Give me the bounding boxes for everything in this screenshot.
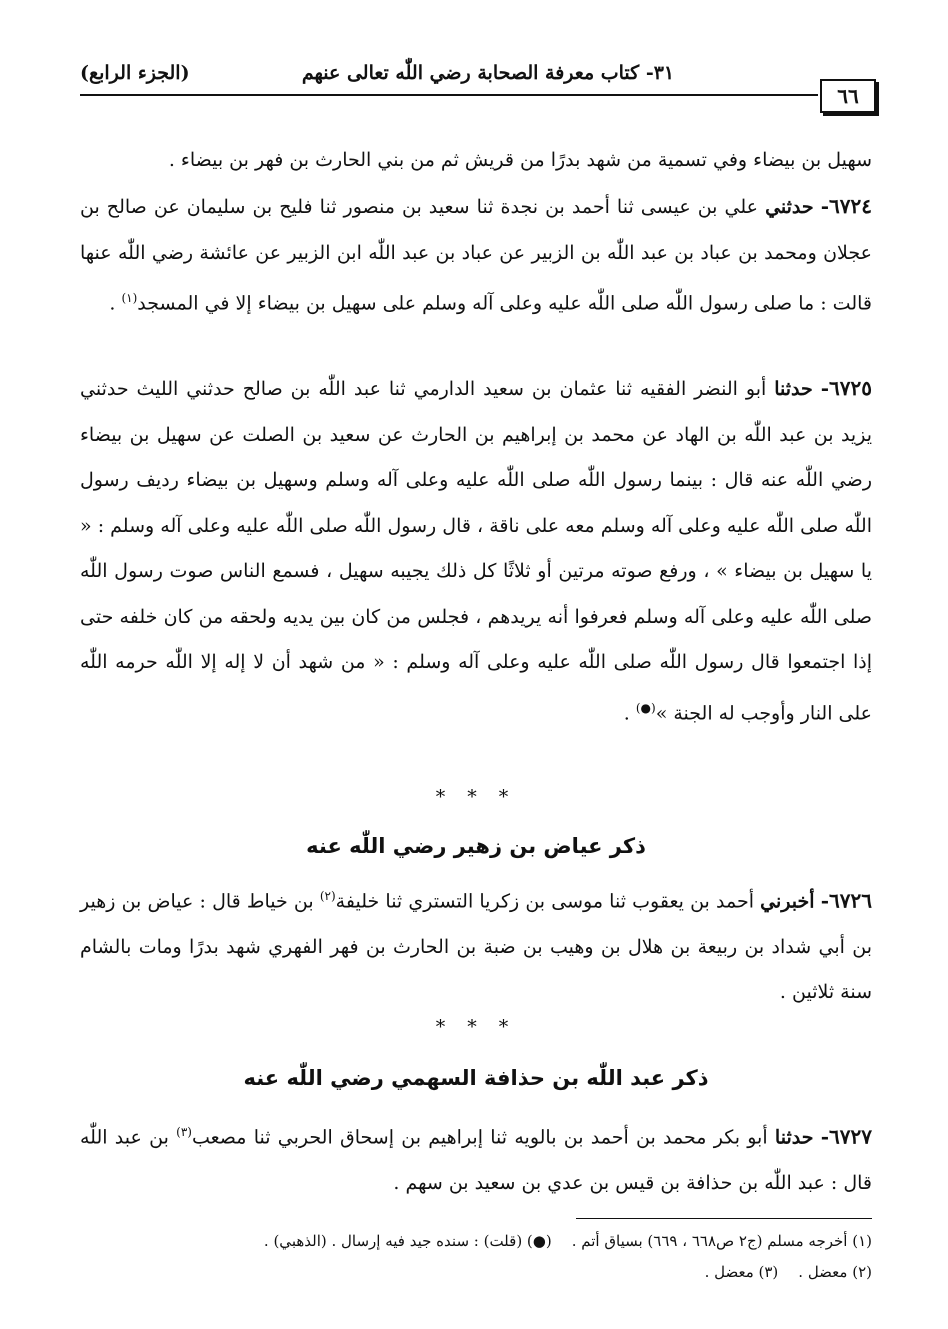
footnote-ref: (٢) (319, 889, 336, 903)
footnote-3: (٣) معضل . (704, 1263, 779, 1281)
hadith-text-cont: بن عبد اللّٰه قال : عبد اللّٰه بن حذافة بن قيس بن عدي بن سعيد بن سهم . (80, 1126, 872, 1194)
page-number: ٦٦ (820, 79, 876, 113)
hadith-6726 (80, 874, 872, 1016)
section-heading: ذكر عياض بن زهير رضي اللّٰه عنه (306, 834, 646, 858)
footnote-ref: (●) (635, 700, 656, 715)
footnote-rule (576, 1218, 872, 1219)
footnote-ref: (٣) (176, 1125, 192, 1139)
footnotes (80, 1226, 872, 1288)
section-divider: * * * (435, 1016, 517, 1038)
hadith-lead: حدثني (765, 196, 814, 218)
hadith-number: ٦٧٢٥- (820, 376, 872, 400)
section-heading: ذكر عبد اللّٰه بن حذافة السهمي رضي اللّٰه عنه (243, 1066, 709, 1090)
hadith-lead: حدثنا (774, 378, 813, 400)
hadith-6725 (80, 366, 872, 736)
footnote-2: (٢) معضل . (798, 1263, 872, 1281)
section-divider: * * * (435, 786, 517, 808)
footnote-star: (●) (قلت) : سنده جيد فيه إرسال . (الذهبي) . (263, 1232, 552, 1250)
footnote-row (80, 1257, 872, 1288)
hadith-text: أحمد بن يعقوب ثنا موسى بن زكريا التستري ثنا خليفة (335, 890, 754, 913)
hadith-text: أبو بكر محمد بن أحمد بن بالويه ثنا إبراهيم بن إسحاق الحربي ثنا مصعب (191, 1126, 768, 1149)
hadith-number: ٦٧٢٧- (820, 1124, 873, 1149)
footnote-row (80, 1226, 872, 1257)
hadith-number: ٦٧٢٤- (820, 194, 872, 218)
hadith-lead: حدثنا (774, 1126, 814, 1149)
hadith-end: . (109, 292, 122, 315)
hadith-text: أبو النضر الفقيه ثنا عثمان بن سعيد الدارمي ثنا عبد اللّٰه بن صالح حدثني الليث حدثني يزيد بن عبد اللّٰه بن الهاد عن محمد بن إبراهيم بن الحارث عن سعيد بن الصلت عن سهيل بن بيضاء رضي اللّٰه عنه قال : بينما رسول اللّٰه صلى اللّٰه عليه وعلى آله وسلم وسهيل بن بيضاء رديف رسول اللّٰه صلى اللّٰه عليه وعلى آله وسلم معه على ناقة ، قال رسول اللّٰه صلى اللّٰه عليه وعلى آله وسلم : « يا سهيل بن بيضاء » ، ورفع صوته مرتين أو ثلاثًا كل ذلك يجيبه سهيل ، فسمع الناس صوت رسول اللّٰه صلى اللّٰه عليه وعلى آله وسلم فعرفوا أنه يريدهم ، فجلس من كان بين يديه ولحقه من كان خلفه حتى إذا اجتمعوا قال رسول اللّٰه صلى اللّٰه عليه وعلى آله وسلم : « من شهد أن لا إله إلا اللّٰه حرمه اللّٰه على النار وأوجب له الجنة » (80, 378, 872, 724)
hadith-end: . (623, 701, 636, 724)
hadith-lead: أخبرني (760, 890, 815, 913)
hadith-text: علي بن عيسى ثنا أحمد بن نجدة ثنا سعيد بن منصور ثنا فليح بن سليمان عن صالح بن عجلان ومحمد بن عباد بن عبد اللّٰه بن الزبير عن عباد بن عبد اللّٰه ابن الزبير عن عائشة رضي اللّٰه عنها قالت : ما صلى رسول اللّٰه صلى اللّٰه عليه وعلى آله وسلم على سهيل بن بيضاء إلا في المسجد (80, 196, 872, 315)
hadith-6727 (80, 1110, 872, 1206)
intro-paragraph (80, 138, 872, 184)
hadith-number: ٦٧٢٦- (820, 888, 872, 913)
footnote-ref: (١) (121, 291, 138, 305)
hadith-6724 (80, 184, 872, 327)
part-label: (الجزء الرابع) (80, 62, 190, 84)
running-title: ٣١- كتاب معرفة الصحابة رضي اللّٰه تعالى عنهم (301, 62, 675, 84)
footnote-1: (١) أخرجه مسلم (ج٢ ص٦٦٨ ، ٦٦٩) بسياق أتم . (571, 1232, 872, 1250)
intro-text: سهيل بن بيضاء وفي تسمية من شهد بدرًا من قريش ثم من بني الحارث بن فهر بن بيضاء . (168, 149, 872, 171)
header-rule (80, 94, 818, 96)
hadith-text-cont: بن خياط قال : عياض بن زهير بن أبي شداد بن ربيعة بن هلال بن وهيب بن ضبة بن الحارث بن فهر الفهري شهد بدرًا ومات بالشام سنة ثلاثين . (80, 890, 872, 1004)
